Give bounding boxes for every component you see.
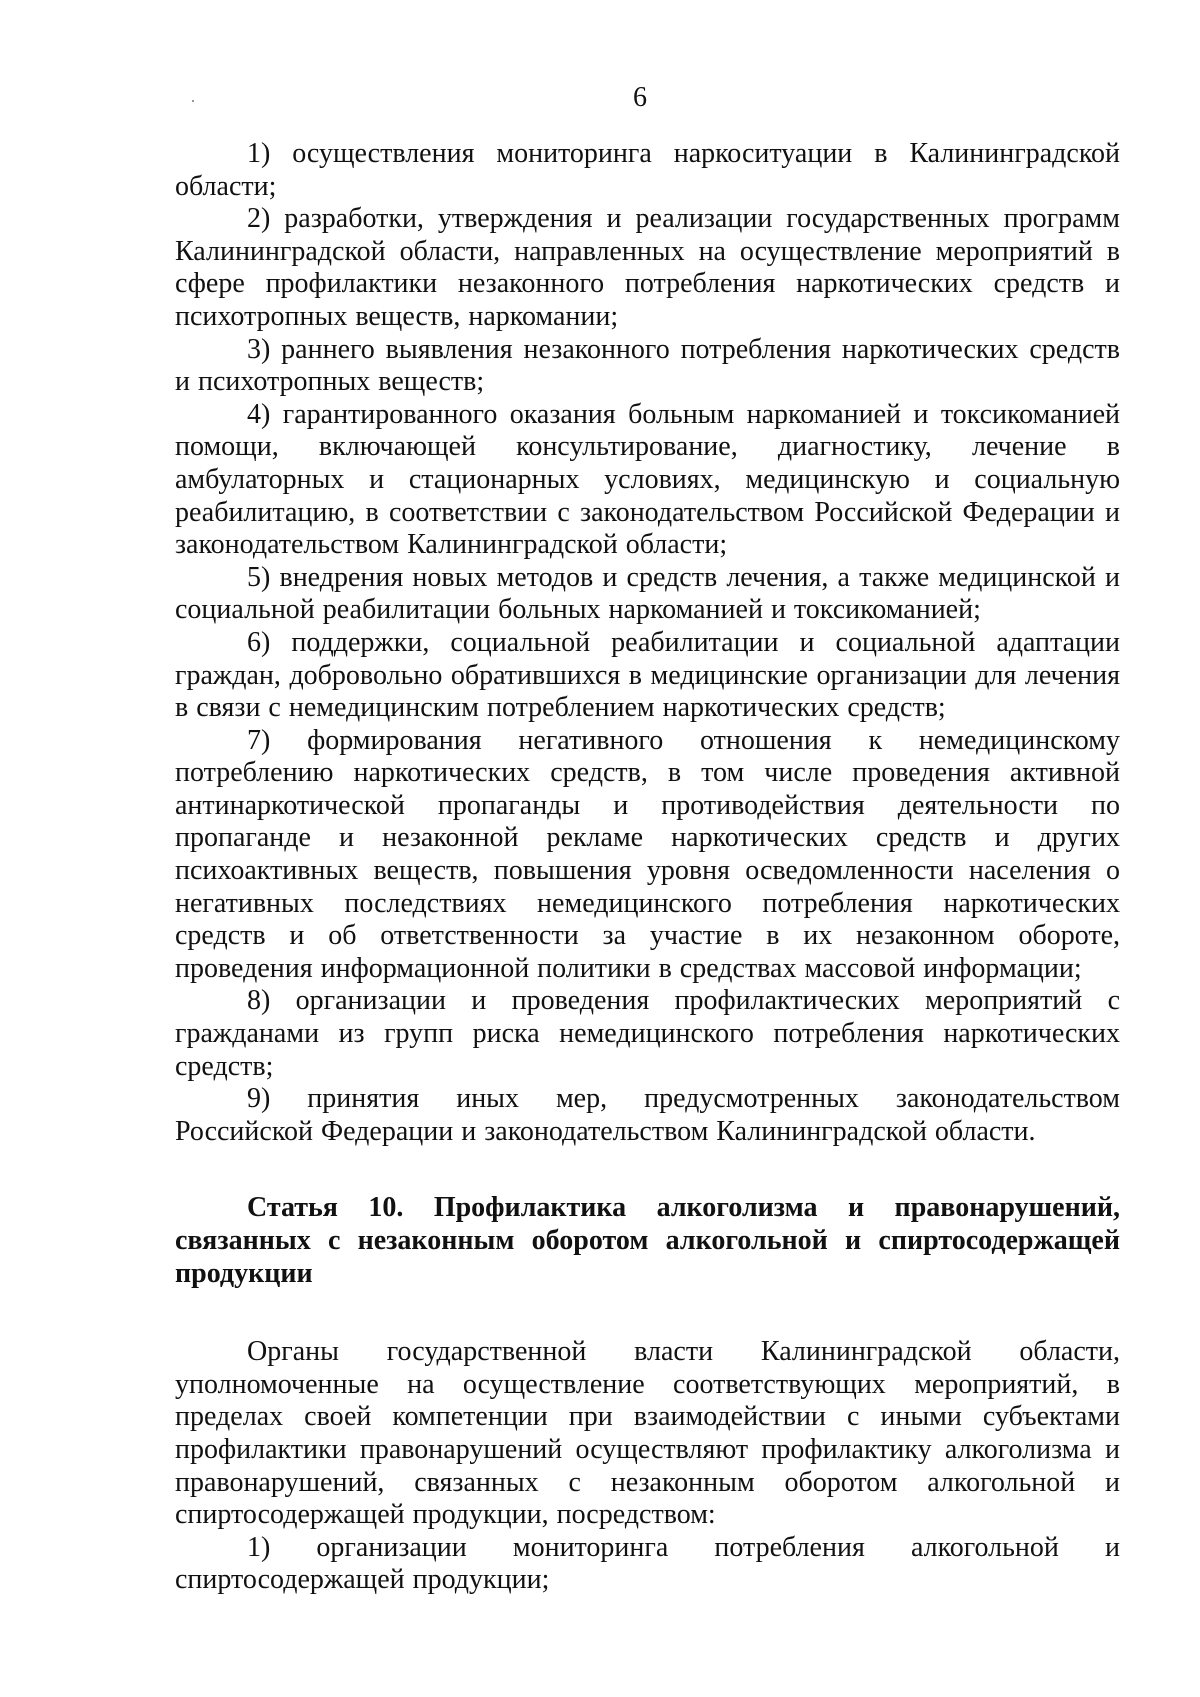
list-item-3: 3) раннего выявления незаконного потребления наркотических средств и психотропных веществ; xyxy=(175,333,1120,398)
article-heading: Статья 10. Профилактика алкоголизма и правонарушений, связанных с незаконным оборотом алкогольной и спиртосодержащей продукции xyxy=(175,1192,1120,1289)
list-item-7: 7) формирования негативного отношения к немедицинскому потреблению наркотических средств, в том числе проведения активной антинаркотической пропаганды и противодействия деятельности по пропаганде и незаконной рекламе наркотических средств и других психоактивных веществ, повышения уровня осведомленности населения о негативных последствиях немедицинского потребления наркотических средств и об ответственности за участие в их незаконном обороте, проведения информационной политики в средствах массовой информации; xyxy=(175,724,1120,984)
article-intro: Органы государственной власти Калининградской области, уполномоченные на осуществление соответствующих мероприятий, в пределах своей компетенции при взаимодействии с иными субъектами профилактики правонарушений осуществляют профилактику алкоголизма и правонарушений, связанных с незаконным оборотом алкогольной и спиртосодержащей продукции, посредством: xyxy=(175,1336,1120,1531)
document-body xyxy=(175,138,1120,1597)
list-item-1: 1) осуществления мониторинга наркоситуации в Калининградской области; xyxy=(175,138,1120,202)
list-item-6: 6) поддержки, социальной реабилитации и социальной адаптации граждан, добровольно обратившихся в медицинские организации для лечения в связи с немедицинским потреблением наркотических средств; xyxy=(175,626,1120,724)
list-item-2: 2) разработки, утверждения и реализации государственных программ Калининградской области, направленных на осуществление мероприятий в сфере профилактики незаконного потребления наркотических средств и психотропных веществ, наркомании; xyxy=(175,203,1120,332)
article-list-item-1: 1) организации мониторинга потребления алкогольной и спиртосодержащей продукции; xyxy=(175,1531,1120,1596)
list-item-9: 9) принятия иных мер, предусмотренных законодательством Российской Федерации и законодательством Калининградской области. xyxy=(175,1083,1120,1147)
list-item-5: 5) внедрения новых методов и средств лечения, а также медицинской и социальной реабилитации больных наркоманией и токсикоманией; xyxy=(175,561,1120,626)
list-item-4: 4) гарантированного оказания больным наркоманией и токсикоманией помощи, включающей консультирование, диагностику, лечение в амбулаторных и стационарных условиях, медицинскую и социальную реабилитацию, в соответствии с законодательством Российской Федерации и законодательством Калининградской области; xyxy=(175,398,1120,561)
list-item-8: 8) организации и проведения профилактических мероприятий с гражданами из групп риска немедицинского потребления наркотических средств; xyxy=(175,985,1120,1082)
page-number: 6 xyxy=(633,82,647,113)
